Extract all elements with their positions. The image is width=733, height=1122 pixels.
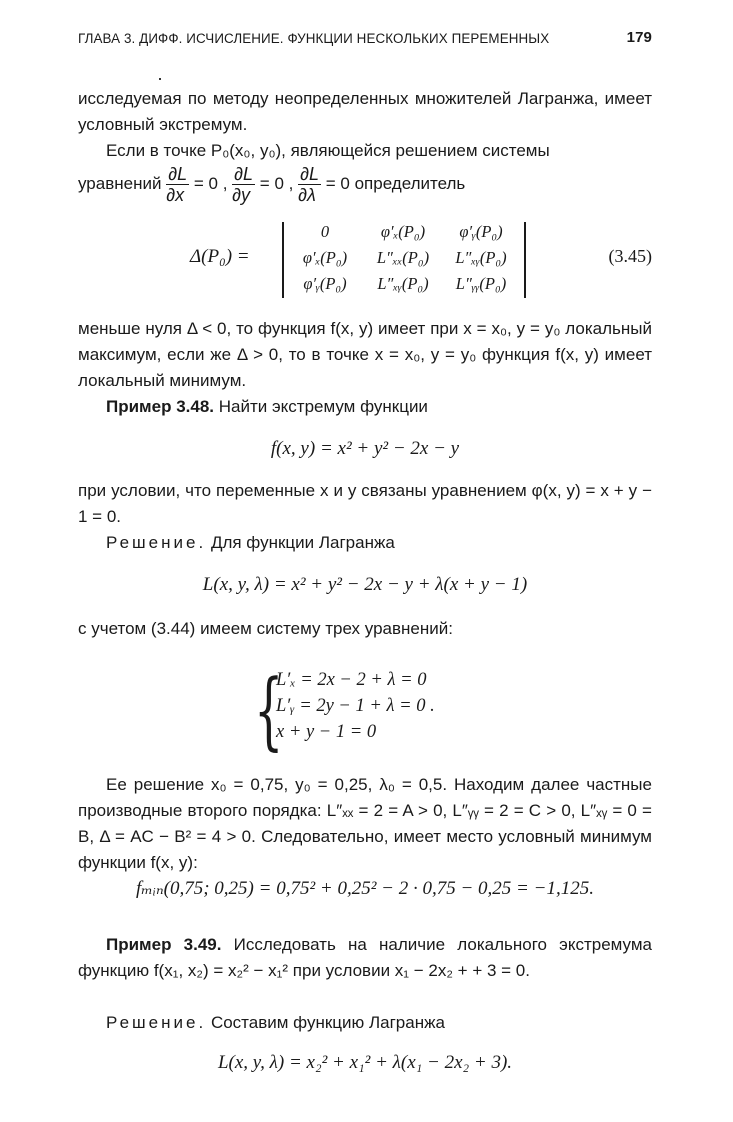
matrix-cell: L″ₓᵧ(P₀) xyxy=(455,248,507,267)
book-page xyxy=(78,26,652,1096)
matrix-cell: φ′ₓ(P₀) xyxy=(302,248,348,267)
determinant-equation xyxy=(78,218,652,302)
solution-label: Решение. xyxy=(106,533,207,552)
solution-label: Решение. xyxy=(106,1013,207,1032)
system-row: x + y − 1 = 0 xyxy=(276,722,377,742)
example-3-49: Пример 3.49. Исследовать на наличие локального экстремума функцию f(x₁, x₂) = x₂² − x₁² при условии x₁ − 2x₂ + + 3 = 0. xyxy=(78,935,652,980)
example-3-48-heading: Пример 3.48. Найти экстремум функции xyxy=(106,397,428,416)
example-label: Пример 3.49. xyxy=(106,935,222,954)
matrix-cell: φ′ᵧ(P₀) xyxy=(459,222,503,241)
system-row: L′ᵧ = 2y − 1 + λ = 0 . xyxy=(276,696,435,716)
fraction-dl-dx: $\frac{\partial L}{\partial x}$ xyxy=(166,164,188,205)
fmin-value: fₘᵢₙ(0,75; 0,25) = 0,75² + 0,25² − 2 · 0,75 − 0,25 = −1,125. xyxy=(136,878,594,899)
system-row: L′ₓ = 2x − 2 + λ = 0 xyxy=(276,670,427,690)
system-intro: с учетом (3.44) имеем систему трех уравнений: xyxy=(78,619,453,638)
speck-mark xyxy=(159,78,161,80)
example-3-48-result: Ее решение x₀ = 0,75, y₀ = 0,25, λ₀ = 0,5. Находим далее частные производные второго порядка: L″ₓₓ = 2 = A > 0, L″ᵧᵧ = 2 = C > 0, L″ₓᵧ = 0 = B, Δ = AC − B² = 4 > 0. Следовательно, имеет место условный минимум функции f(x, y): xyxy=(78,775,652,872)
example-3-48-condition: при условии, что переменные x и y связаны уравнением φ(x, y) = x + y − 1 = 0. xyxy=(78,481,652,526)
partial-derivatives-line: уравнений $\frac{\partial L}{\partial x}$ = 0 , $\frac{\partial L}{\partial y}$ = 0 , $\frac{\partial L}{\partial\lambda}$ = 0 определитель xyxy=(78,164,466,205)
matrix-cell: L″ₓₓ(P₀) xyxy=(376,248,430,267)
example-3-48-solution-intro: Решение. Для функции Лагранжа xyxy=(106,533,395,552)
lagrange-function-2: L(x, y, λ) = x₂² + x₁² + λ(x₁ − 2x₂ + 3). xyxy=(217,1052,513,1073)
page-number: 179 xyxy=(626,29,652,46)
fraction-dl-dlambda: $\frac{\partial L}{\partial\lambda}$ xyxy=(298,164,319,205)
equation-number: (3.45) xyxy=(608,246,652,266)
chapter-title: ГЛАВА 3. ДИФФ. ИСЧИСЛЕНИЕ. ФУНКЦИИ НЕСКОЛЬКИХ ПЕРЕМЕННЫХ xyxy=(78,31,550,46)
paragraph-lagrange-conclusion: исследуемая по методу неопределенных множителей Лагранжа, имеет условный экстремум. xyxy=(78,89,652,134)
matrix-cell: φ′ᵧ(P₀) xyxy=(303,274,347,293)
paragraph-condition xyxy=(78,138,652,205)
example-3-49-solution-intro: Решение. Составим функцию Лагранжа xyxy=(106,1013,445,1032)
matrix-cell: 0 xyxy=(320,222,330,241)
matrix-cell: φ′ₓ(P₀) xyxy=(380,222,426,241)
fraction-dl-dy: $\frac{\partial L}{\partial y}$ xyxy=(232,164,254,205)
matrix-cell: L″ᵧᵧ(P₀) xyxy=(455,274,507,293)
running-header xyxy=(78,26,652,52)
equation-system xyxy=(78,661,652,759)
determinant-right-bar xyxy=(524,222,526,298)
determinant-lhs: Δ(P₀) = xyxy=(190,246,250,267)
paragraph-extremum-rule: меньше нуля Δ < 0, то функция f(x, y) имеет при x = x₀, y = y₀ локальный максимум, если же Δ > 0, то в точке x = x₀, y = y₀ функция f(x, y) имеет локальный минимум. xyxy=(78,319,652,390)
function-formula: f(x, y) = x² + y² − 2x − y xyxy=(270,438,460,459)
system-brace: { xyxy=(254,661,284,759)
matrix-cell: L″ₓᵧ(P₀) xyxy=(377,274,429,293)
condition-lead: Если в точке P₀(x₀, y₀), являющейся решением системы xyxy=(106,141,550,160)
lagrange-function: L(x, y, λ) = x² + y² − 2x − y + λ(x + y − 1) xyxy=(202,574,528,595)
example-label: Пример 3.48. xyxy=(106,397,215,416)
